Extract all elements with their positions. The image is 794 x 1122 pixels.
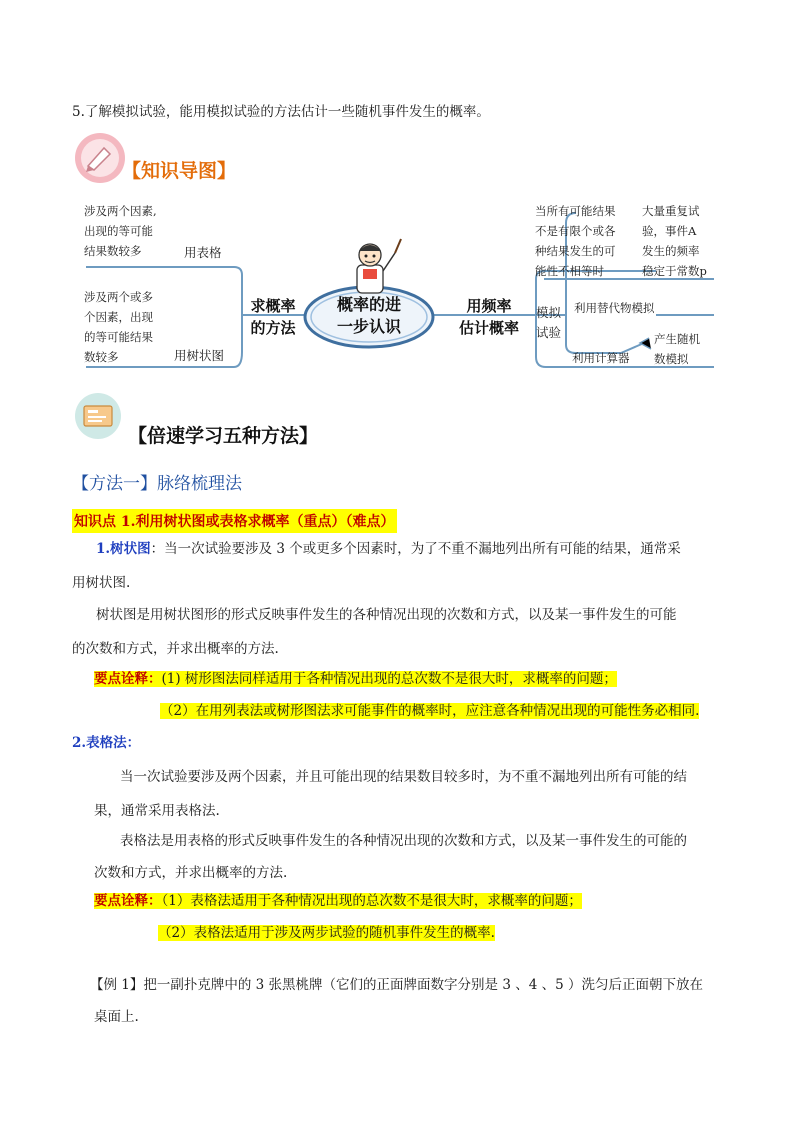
simulation-label: 模拟 试验 (536, 305, 562, 340)
simulation-calculator: 利用计算器 (572, 351, 630, 365)
example-1-line1: 【例 1】把一副扑克牌中的 3 张黑桃牌（它们的正面牌面数字分别是 3 、4 、5 ）洗匀后正面朝下放在 (90, 977, 703, 993)
simulation-random: 产生随机 数模拟 (654, 332, 700, 366)
mindmap-section-icon (74, 132, 126, 184)
table-para2-line1: 表格法是用表格的形式反映事件发生的各种情况出现的次数和方式，以及某一事件发生的可能的 (120, 833, 687, 849)
table-para2-line2: 次数和方式，并求出概率的方法. (94, 865, 288, 881)
table-label: 2.表格法： (72, 735, 141, 751)
tree-para2-line2: 的次数和方式，并求出概率的方法. (72, 641, 279, 657)
tree-definition-line2: 用树状图. (72, 575, 131, 591)
table-condition: 涉及两个因素, 出现的等可能 结果数较多 (84, 204, 157, 258)
tree-condition: 涉及两个或多 个因素，出现 的等可能结果 数较多 (84, 290, 153, 364)
table-para1-line1: 当一次试验要涉及两个因素，并且可能出现的结果数目较多时，为不重不漏地列出所有可能的结 (120, 769, 687, 785)
example-1-line2: 桌面上. (94, 1009, 139, 1025)
frequency-condition: 当所有可能结果 不是有限个或各 种结果发生的可 能性不相等时 (535, 204, 616, 278)
methods-section-icon (74, 392, 122, 440)
table-key-point-2: （2）表格法适用于涉及两步试验的随机事件发生的概率. (158, 925, 495, 941)
tree-label: 1.树状图 (96, 541, 151, 557)
tree-method-label: 用树状图 (174, 348, 225, 363)
frequency-result: 大量重复试 验，事件A 发生的频率 稳定于常数p (642, 204, 707, 278)
tree-para2-line1: 树状图是用树状图形的形式反映事件发生的各种情况出现的次数和方式，以及某一事件发生的可能 (96, 607, 677, 623)
simulation-substitute: 利用替代物模拟 (574, 301, 655, 315)
table-method-label: 用表格 (184, 245, 222, 260)
objective-5: 5.了解模拟试验，能用模拟试验的方法估计一些随机事件发生的概率。 (72, 104, 490, 120)
methods-section-title: 【倍速学习五种方法】 (128, 425, 319, 447)
tree-key-point-2: （2）在用列表法或树形图法求可能事件的概率时，应注意各种情况出现的可能性务必相同. (160, 703, 700, 719)
right-branch-label: 用频率 估计概率 (458, 297, 519, 337)
table-key-point-1: 要点诠释：（1）表格法适用于各种情况出现的总次数不是很大时，求概率的问题； (94, 893, 582, 909)
tree-key-point-1: 要点诠释：(1) 树形图法同样适用于各种情况出现的总次数不是很大时，求概率的问题； (94, 671, 617, 687)
center-topic: 概率的进 一步认识 (336, 295, 401, 336)
tree-definition-line1: 1.树状图：当一次试验要涉及 3 个或更多个因素时，为了不重不漏地列出所有可能的结果，通常采 (96, 541, 681, 557)
knowledge-point-1: 知识点 1.利用树状图或表格求概率（重点）（难点） (72, 509, 397, 533)
left-branch-label: 求概率 的方法 (250, 297, 296, 337)
mindmap-section-title: 【知识导图】 (122, 160, 237, 182)
table-para1-line2: 果，通常采用表格法. (94, 803, 220, 819)
mind-map (66, 195, 726, 380)
method1-title: 【方法一】脉络梳理法 (72, 474, 242, 494)
